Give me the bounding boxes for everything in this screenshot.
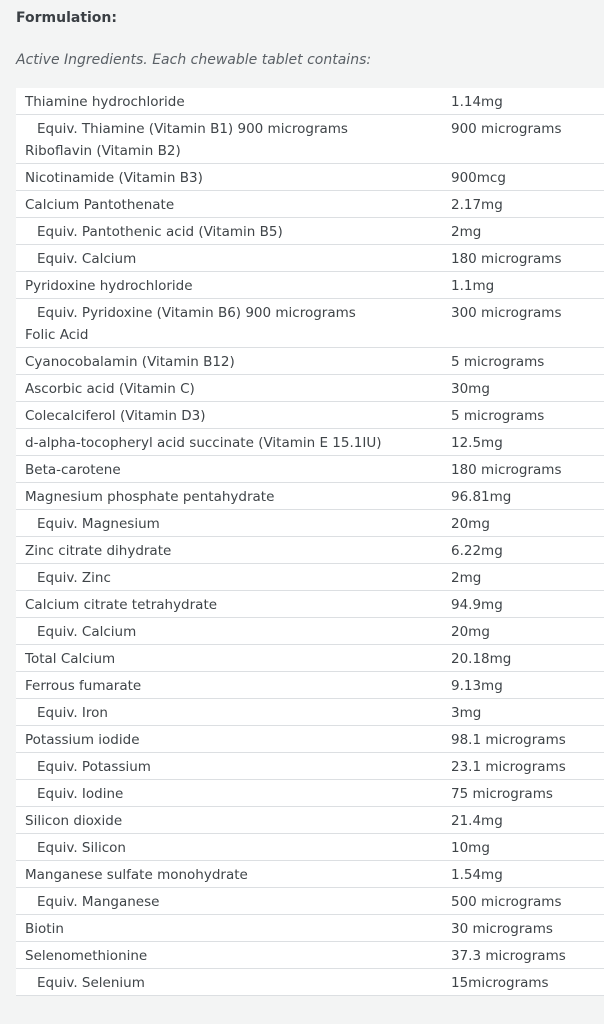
table-row (16, 969, 604, 996)
ingredient-name-cell (16, 88, 443, 114)
ingredient-name: d-alpha-tocopheryl acid succinate (Vitamin E 15.1IU) (25, 435, 382, 451)
ingredient-name: Thiamine hydrochloride (25, 94, 185, 110)
ingredient-name: Beta-carotene (25, 462, 121, 478)
ingredient-name: Equiv. Thiamine (Vitamin B1) 900 micrograms (37, 121, 348, 137)
ingredient-amount: 180 micrograms (451, 251, 562, 267)
ingredient-name-cell (16, 834, 443, 860)
table-row (16, 888, 604, 915)
ingredient-amount-cell (443, 115, 604, 163)
ingredient-amount: 12.5mg (451, 435, 503, 451)
ingredient-amount-cell (443, 429, 604, 455)
table-row (16, 564, 604, 591)
ingredient-amount-cell (443, 218, 604, 244)
ingredient-name: Potassium iodide (25, 732, 140, 748)
ingredient-name-cell (16, 537, 443, 563)
ingredient-amount: 6.22mg (451, 543, 503, 559)
table-row (16, 272, 604, 299)
table-row (16, 88, 604, 115)
ingredient-name-cell (16, 272, 443, 298)
table-row (16, 429, 604, 456)
ingredient-amount-cell (443, 915, 604, 941)
ingredient-name-continued: Riboflavin (Vitamin B2) (25, 143, 181, 159)
table-row (16, 537, 604, 564)
ingredient-amount-cell (443, 888, 604, 914)
ingredient-name-cell (16, 510, 443, 536)
ingredient-amount: 2mg (451, 570, 482, 586)
table-row (16, 510, 604, 537)
ingredient-name: Zinc citrate dihydrate (25, 543, 172, 559)
ingredient-amount-cell (443, 456, 604, 482)
ingredient-name: Biotin (25, 921, 64, 937)
ingredient-amount: 180 micrograms (451, 462, 562, 478)
table-row (16, 456, 604, 483)
ingredient-name: Equiv. Iron (37, 705, 108, 721)
ingredient-amount: 900 micrograms (451, 121, 562, 137)
ingredient-name-cell (16, 402, 443, 428)
ingredient-amount: 2mg (451, 224, 482, 240)
table-row (16, 164, 604, 191)
ingredient-name: Ascorbic acid (Vitamin C) (25, 381, 195, 397)
ingredient-name: Equiv. Calcium (37, 251, 137, 267)
ingredient-name: Equiv. Magnesium (37, 516, 160, 532)
table-row (16, 645, 604, 672)
ingredient-name: Ferrous fumarate (25, 678, 142, 694)
ingredient-name-cell (16, 699, 443, 725)
ingredient-name-cell (16, 245, 443, 271)
ingredient-name: Equiv. Manganese (37, 894, 160, 910)
table-row (16, 726, 604, 753)
ingredient-name: Equiv. Calcium (37, 624, 137, 640)
ingredient-name: Calcium Pantothenate (25, 197, 175, 213)
ingredient-amount: 900mcg (451, 170, 506, 186)
ingredient-amount-cell (443, 861, 604, 887)
table-row (16, 861, 604, 888)
ingredient-amount: 3mg (451, 705, 482, 721)
ingredient-name-cell (16, 753, 443, 779)
ingredient-name-cell (16, 299, 443, 347)
table-row (16, 591, 604, 618)
ingredient-amount-cell (443, 191, 604, 217)
ingredient-amount-cell (443, 245, 604, 271)
ingredient-amount: 94.9mg (451, 597, 503, 613)
ingredient-name-cell (16, 429, 443, 455)
ingredient-amount-cell (443, 780, 604, 806)
table-row (16, 375, 604, 402)
ingredient-amount: 75 micrograms (451, 786, 553, 802)
ingredient-name-cell (16, 807, 443, 833)
ingredient-amount-cell (443, 272, 604, 298)
ingredient-name: Equiv. Zinc (37, 570, 111, 586)
ingredient-amount-cell (443, 348, 604, 374)
ingredient-name: Equiv. Selenium (37, 975, 145, 991)
ingredient-amount-cell (443, 164, 604, 190)
ingredient-amount: 20mg (451, 516, 490, 532)
ingredient-amount-cell (443, 591, 604, 617)
table-row (16, 834, 604, 861)
ingredient-amount-cell (443, 753, 604, 779)
ingredient-name: Equiv. Pyridoxine (Vitamin B6) 900 micrograms (37, 305, 356, 321)
ingredient-name: Silicon dioxide (25, 813, 123, 829)
ingredient-amount-cell (443, 537, 604, 563)
ingredient-amount-cell (443, 942, 604, 968)
ingredient-name: Selenomethionine (25, 948, 148, 964)
ingredient-name-cell (16, 618, 443, 644)
ingredient-amount: 15micrograms (451, 975, 549, 991)
ingredient-amount: 20.18mg (451, 651, 512, 667)
table-row (16, 191, 604, 218)
ingredient-name-cell (16, 861, 443, 887)
ingredient-name-continued: Folic Acid (25, 327, 89, 343)
ingredient-amount-cell (443, 483, 604, 509)
table-row (16, 348, 604, 375)
ingredient-amount: 21.4mg (451, 813, 503, 829)
formulation-heading: Formulation: (16, 10, 117, 26)
ingredient-name-cell (16, 726, 443, 752)
table-row (16, 942, 604, 969)
ingredients-table (16, 88, 604, 996)
table-row (16, 807, 604, 834)
table-row (16, 672, 604, 699)
ingredient-amount-cell (443, 564, 604, 590)
ingredient-amount-cell (443, 510, 604, 536)
ingredient-amount: 300 micrograms (451, 305, 562, 321)
ingredient-amount-cell (443, 645, 604, 671)
ingredient-amount: 9.13mg (451, 678, 503, 694)
ingredient-amount-cell (443, 402, 604, 428)
ingredient-amount: 20mg (451, 624, 490, 640)
ingredient-amount: 30mg (451, 381, 490, 397)
ingredient-amount: 96.81mg (451, 489, 512, 505)
ingredients-intro: Active Ingredients. Each chewable tablet contains: (16, 52, 372, 68)
ingredient-name-cell (16, 456, 443, 482)
ingredient-name: Nicotinamide (Vitamin B3) (25, 170, 203, 186)
ingredient-name: Total Calcium (25, 651, 116, 667)
ingredient-name: Pyridoxine hydrochloride (25, 278, 193, 294)
ingredient-name: Calcium citrate tetrahydrate (25, 597, 218, 613)
ingredient-name-cell (16, 672, 443, 698)
table-row (16, 299, 604, 348)
ingredient-amount-cell (443, 618, 604, 644)
ingredient-amount: 2.17mg (451, 197, 503, 213)
ingredient-amount: 10mg (451, 840, 490, 856)
ingredient-name-cell (16, 888, 443, 914)
ingredient-amount: 1.14mg (451, 94, 503, 110)
ingredient-name-cell (16, 191, 443, 217)
ingredient-name-cell (16, 483, 443, 509)
ingredient-amount-cell (443, 726, 604, 752)
table-row (16, 618, 604, 645)
ingredient-amount: 5 micrograms (451, 354, 545, 370)
ingredient-amount-cell (443, 672, 604, 698)
ingredient-amount: 500 micrograms (451, 894, 562, 910)
table-row (16, 245, 604, 272)
ingredient-amount: 1.54mg (451, 867, 503, 883)
ingredient-amount: 5 micrograms (451, 408, 545, 424)
ingredient-name-cell (16, 942, 443, 968)
ingredient-name-cell (16, 915, 443, 941)
ingredient-name: Magnesium phosphate pentahydrate (25, 489, 275, 505)
table-row (16, 115, 604, 164)
ingredient-amount-cell (443, 299, 604, 347)
ingredient-name-cell (16, 348, 443, 374)
ingredient-amount-cell (443, 969, 604, 995)
ingredient-name: Equiv. Iodine (37, 786, 124, 802)
ingredient-name: Manganese sulfate monohydrate (25, 867, 248, 883)
ingredient-amount: 98.1 micrograms (451, 732, 566, 748)
ingredient-name: Equiv. Silicon (37, 840, 126, 856)
ingredient-name-cell (16, 564, 443, 590)
ingredient-name-cell (16, 375, 443, 401)
ingredient-amount-cell (443, 375, 604, 401)
ingredient-amount: 1.1mg (451, 278, 495, 294)
ingredient-name: Colecalciferol (Vitamin D3) (25, 408, 206, 424)
table-row (16, 483, 604, 510)
ingredient-amount: 23.1 micrograms (451, 759, 566, 775)
table-row (16, 753, 604, 780)
ingredient-amount-cell (443, 699, 604, 725)
table-row (16, 218, 604, 245)
ingredient-name-cell (16, 645, 443, 671)
ingredient-amount-cell (443, 807, 604, 833)
table-row (16, 780, 604, 807)
ingredient-amount-cell (443, 88, 604, 114)
ingredient-name-cell (16, 115, 443, 163)
ingredient-name: Cyanocobalamin (Vitamin B12) (25, 354, 235, 370)
ingredient-name-cell (16, 164, 443, 190)
table-row (16, 402, 604, 429)
ingredient-name-cell (16, 218, 443, 244)
ingredient-amount: 30 micrograms (451, 921, 553, 937)
table-row (16, 915, 604, 942)
ingredient-name-cell (16, 591, 443, 617)
ingredient-name: Equiv. Pantothenic acid (Vitamin B5) (37, 224, 283, 240)
ingredient-name-cell (16, 969, 443, 995)
ingredient-amount-cell (443, 834, 604, 860)
ingredient-name-cell (16, 780, 443, 806)
ingredient-amount: 37.3 micrograms (451, 948, 566, 964)
table-row (16, 699, 604, 726)
ingredient-name: Equiv. Potassium (37, 759, 151, 775)
